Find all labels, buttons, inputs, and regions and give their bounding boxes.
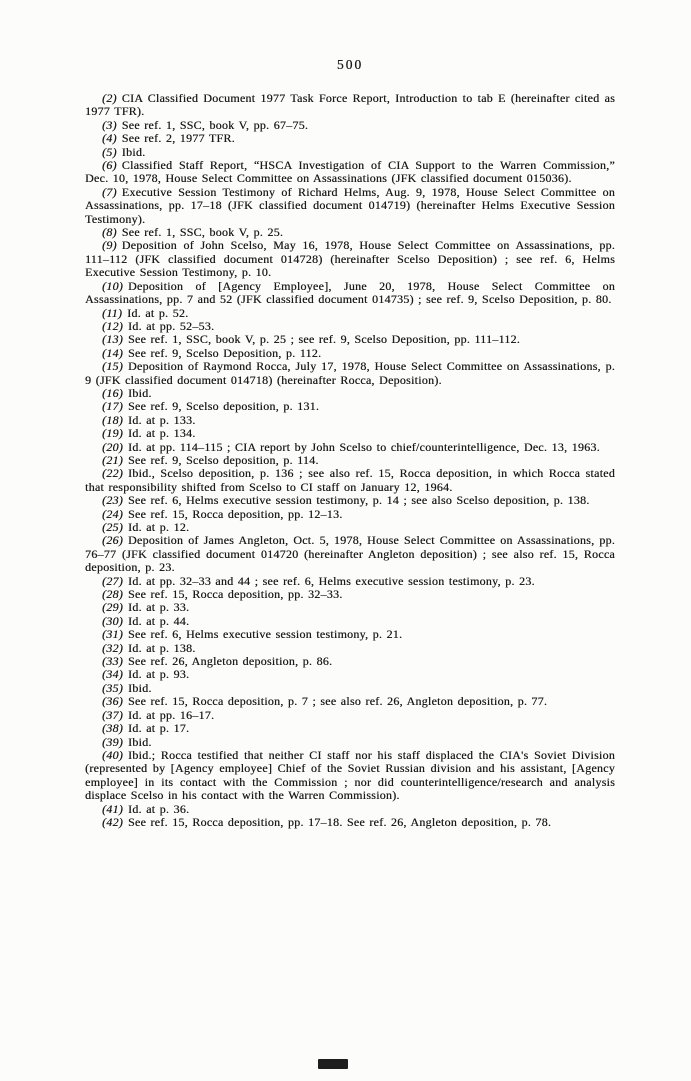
reference-item — [85, 427, 615, 440]
reference-item — [85, 803, 615, 816]
reference-number: (36) — [102, 694, 123, 709]
page-number: 500 — [336, 57, 364, 72]
reference-number: (11) — [102, 305, 123, 320]
reference-item — [85, 387, 615, 400]
reference-item — [85, 494, 615, 507]
reference-number: (40) — [102, 747, 123, 762]
reference-number: (28) — [102, 587, 123, 602]
reference-text: Id. at p. 44. — [128, 613, 190, 628]
reference-number: (27) — [102, 573, 123, 588]
reference-text: Id. at p. 52. — [127, 305, 189, 320]
reference-text: See ref. 15, Rocca deposition, pp. 12–13. — [128, 506, 343, 521]
reference-text: Id. at p. 33. — [128, 600, 190, 615]
reference-number: (30) — [102, 613, 123, 628]
reference-number: (37) — [102, 707, 123, 722]
reference-text: Classified Staff Report, “HSCA Investigation of CIA Support to the Warren Commission,” Dec. 10, 1978, House Select Committee on Assassinations (JFK classified document 015036). — [85, 158, 615, 186]
reference-text: See ref. 15, Rocca deposition, pp. 17–18. See ref. 26, Angleton deposition, p. 78. — [128, 814, 552, 829]
reference-number: (13) — [102, 332, 123, 347]
reference-number: (41) — [102, 801, 123, 816]
reference-text: Ibid. — [121, 144, 146, 159]
reference-number: (14) — [102, 345, 123, 360]
reference-text: See ref. 6, Helms executive session testimony, p. 21. — [128, 627, 403, 642]
reference-text: Id. at pp. 52–53. — [128, 318, 215, 333]
reference-text: See ref. 9, Scelso deposition, p. 114. — [128, 452, 319, 467]
reference-text: Id. at p. 17. — [128, 721, 190, 736]
reference-item — [85, 186, 615, 226]
reference-item — [85, 280, 615, 307]
reference-text: Ibid. — [128, 385, 152, 400]
reference-number: (29) — [102, 600, 123, 615]
reference-text: Id. at p. 134. — [128, 426, 196, 441]
reference-item — [85, 226, 615, 239]
reference-number: (39) — [102, 734, 123, 749]
reference-number: (22) — [102, 466, 123, 481]
reference-item — [85, 722, 615, 735]
reference-item — [85, 320, 615, 333]
reference-item — [85, 642, 615, 655]
reference-item — [85, 749, 615, 803]
reference-item — [85, 132, 615, 145]
reference-item — [85, 400, 615, 413]
reference-item — [85, 414, 615, 427]
reference-item — [85, 467, 615, 494]
reference-text: Ibid. — [128, 680, 152, 695]
reference-text: Id. at pp. 16–17. — [128, 707, 215, 722]
reference-text: Ibid., Scelso deposition, p. 136 ; see also ref. 15, Rocca deposition, in which Rocca stated that responsibility shifted from Scelso to CI staff on January 12, 1964. — [85, 466, 615, 494]
reference-number: (16) — [102, 385, 123, 400]
reference-number: (26) — [102, 533, 123, 548]
reference-item — [85, 360, 615, 387]
reference-number: (4) — [102, 131, 117, 146]
reference-text: See ref. 2, 1977 TFR. — [121, 131, 235, 146]
reference-item — [85, 601, 615, 614]
reference-number: (7) — [102, 184, 117, 199]
reference-text: See ref. 1, SSC, book V, p. 25 ; see ref. 9, Scelso Deposition, pp. 111–112. — [128, 332, 521, 347]
reference-number: (21) — [102, 452, 123, 467]
reference-text: See ref. 1, SSC, book V, p. 25. — [121, 225, 284, 240]
reference-number: (34) — [102, 667, 123, 682]
reference-text: Executive Session Testimony of Richard Helms, Aug. 9, 1978, House Select Committee on Assassinations, pp. 17–18 (JFK classified document 014719) (hereinafter Helms Executive Session Testimony). — [85, 184, 615, 226]
reference-item — [85, 441, 615, 454]
reference-text: See ref. 26, Angleton deposition, p. 86. — [128, 654, 333, 669]
reference-number: (8) — [102, 225, 117, 240]
reference-number: (3) — [102, 117, 117, 132]
reference-item — [85, 307, 615, 320]
reference-number: (18) — [102, 412, 123, 427]
reference-number: (24) — [102, 506, 123, 521]
reference-item — [85, 454, 615, 467]
reference-item — [85, 159, 615, 186]
reference-text: Id. at p. 138. — [128, 640, 196, 655]
reference-text: Id. at p. 36. — [128, 801, 190, 816]
reference-text: See ref. 9, Scelso deposition, p. 131. — [128, 399, 320, 414]
reference-item — [85, 119, 615, 132]
reference-number: (6) — [102, 158, 117, 173]
reference-text: Id. at p. 12. — [128, 520, 190, 534]
reference-item — [85, 695, 615, 708]
reference-number: (5) — [102, 144, 117, 159]
reference-item — [85, 508, 615, 521]
reference-number: (15) — [102, 359, 123, 374]
scan-artifact-mark — [318, 1059, 348, 1069]
reference-text: See ref. 1, SSC, book V, pp. 67–75. — [121, 117, 309, 132]
reference-number: (42) — [102, 814, 123, 829]
reference-text: Id. at p. 133. — [128, 412, 196, 427]
reference-number: (12) — [102, 318, 123, 333]
references-list — [85, 92, 615, 829]
reference-number: (25) — [102, 520, 123, 534]
reference-text: CIA Classified Document 1977 Task Force Report, Introduction to tab E (hereinafter cited as 1977 TFR). — [85, 91, 615, 119]
reference-text: Deposition of James Angleton, Oct. 5, 1978, House Select Committee on Assassinations, pp. 76–77 (JFK classified document 014720 (hereinafter Angleton deposition) ; see also ref. 15, Rocca deposition, p. 23. — [85, 533, 615, 575]
reference-item — [85, 534, 615, 574]
reference-text: Deposition of [Agency Employee], June 20, 1978, House Select Committee on Assassinations, pp. 7 and 52 (JFK classified document 014735) ; see ref. 9, Scelso Deposition, p. 80. — [85, 278, 615, 307]
reference-item — [85, 347, 615, 360]
reference-item — [85, 588, 615, 601]
reference-number: (35) — [102, 680, 123, 695]
reference-number: (20) — [102, 439, 123, 454]
reference-item — [85, 521, 615, 534]
reference-number: (23) — [102, 493, 123, 508]
reference-text: Id. at p. 93. — [128, 667, 190, 682]
reference-item — [85, 239, 615, 279]
reference-item — [85, 655, 615, 668]
reference-text: See ref. 6, Helms executive session testimony, p. 14 ; see also Scelso deposition, p. 138. — [128, 493, 590, 508]
reference-text: Ibid.; Rocca testified that neither CI staff nor his staff displaced the CIA's Soviet Division (represented by [Agency employee] Chief of the Soviet Russian division and his assistant, [Agency employee] in its contact with the Commission ; nor did counterintelligence/research and analysis displace Scelso in his contact with the Warren Commission). — [85, 747, 615, 803]
reference-item — [85, 146, 615, 159]
reference-item — [85, 709, 615, 722]
reference-number: (19) — [102, 426, 123, 441]
reference-item — [85, 628, 615, 641]
reference-text: Id. at pp. 114–115 ; CIA report by John Scelso to chief/counterintelligence, Dec. 13, 1963. — [128, 439, 600, 454]
reference-number: (17) — [102, 399, 123, 414]
reference-number: (32) — [102, 640, 123, 655]
reference-number: (9) — [102, 238, 117, 253]
reference-number: (38) — [102, 721, 123, 736]
reference-number: (31) — [102, 627, 123, 642]
reference-text: Id. at pp. 32–33 and 44 ; see ref. 6, Helms executive session testimony, p. 23. — [128, 573, 535, 588]
reference-item — [85, 816, 615, 829]
reference-text: Deposition of John Scelso, May 16, 1978, House Select Committee on Assassinations, pp. 111–112 (JFK classified document 014728) (hereinafter Scelso Deposition) ; see ref. 6, Helms Executive Session Testimony, p. 10. — [85, 238, 615, 280]
reference-item — [85, 92, 615, 119]
reference-item — [85, 736, 615, 749]
reference-number: (2) — [102, 91, 117, 105]
reference-item — [85, 333, 615, 346]
reference-item — [85, 575, 615, 588]
reference-item — [85, 615, 615, 628]
reference-text: Deposition of Raymond Rocca, July 17, 1978, House Select Committee on Assassinations, p. 9 (JFK classified document 014718) (hereinafter Rocca, Deposition). — [85, 359, 615, 387]
reference-item — [85, 668, 615, 681]
reference-text: See ref. 9, Scelso Deposition, p. 112. — [128, 345, 322, 360]
reference-number: (10) — [102, 278, 123, 293]
reference-text: See ref. 15, Rocca deposition, p. 7 ; see also ref. 26, Angleton deposition, p. 77. — [128, 694, 548, 709]
reference-text: See ref. 15, Rocca deposition, pp. 32–33. — [128, 587, 343, 602]
reference-text: Ibid. — [128, 734, 152, 749]
reference-number: (33) — [102, 654, 123, 669]
reference-item — [85, 682, 615, 695]
